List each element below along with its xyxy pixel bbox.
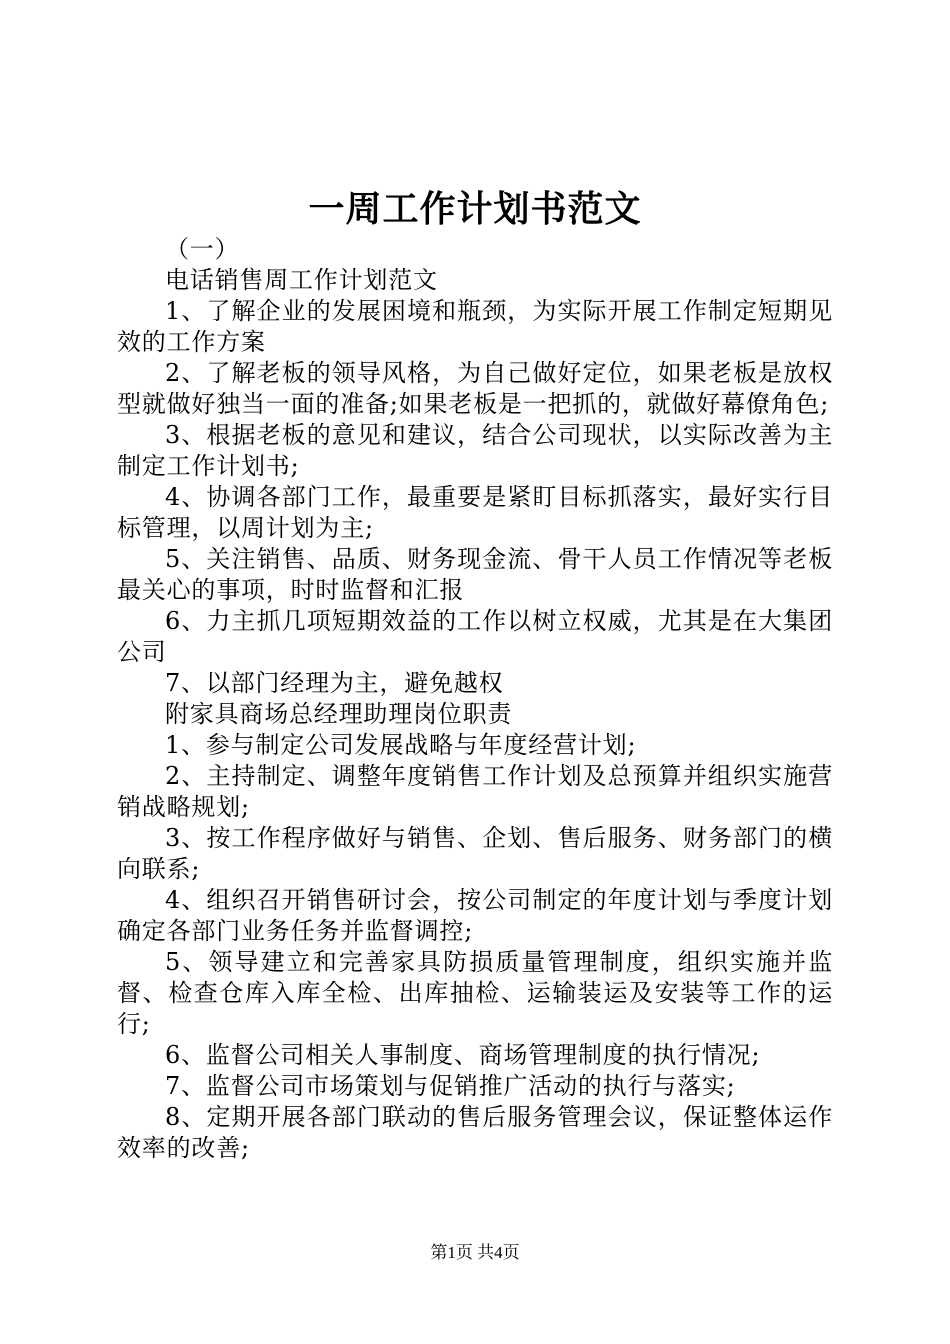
paragraph: 7、以部门经理为主，避免越权: [165, 669, 504, 697]
document-body: [117, 234, 833, 1164]
document-title: 一周工作计划书范文: [308, 188, 642, 230]
paragraph: 电话销售周工作计划范文: [165, 266, 438, 294]
paragraph: 7、监督公司市场策划与促销推广活动的执行与落实;: [165, 1072, 736, 1100]
paragraph: 附家具商场总经理助理岗位职责: [165, 700, 513, 728]
paragraph: 3、根据老板的意见和建议，结合公司现状，以实际改善为主制定工作计划书;: [117, 421, 833, 480]
paragraph: 1、了解企业的发展困境和瓶颈，为实际开展工作制定短期见效的工作方案: [117, 297, 833, 356]
page-number-footer: 第1页 共4页: [430, 1243, 520, 1262]
paragraph: 3、按工作程序做好与销售、企划、售后服务、财务部门的横向联系;: [117, 824, 833, 883]
paragraph: 5、关注销售、品质、财务现金流、骨干人员工作情况等老板最关心的事项，时时监督和汇报: [117, 545, 833, 604]
paragraph: 5、领导建立和完善家具防损质量管理制度，组织实施并监督、检查仓库入库全检、出库抽检、运输装运及安装等工作的运行;: [117, 948, 833, 1038]
paragraph: 1、参与制定公司发展战略与年度经营计划;: [165, 731, 637, 759]
paragraph: 6、监督公司相关人事制度、商场管理制度的执行情况;: [165, 1041, 761, 1069]
paragraph: 8、定期开展各部门联动的售后服务管理会议，保证整体运作效率的改善;: [117, 1103, 833, 1162]
paragraph: （一）: [165, 235, 240, 263]
paragraph: 4、组织召开销售研讨会，按公司制定的年度计划与季度计划确定各部门业务任务并监督调控;: [117, 886, 833, 945]
paragraph: 2、了解老板的领导风格，为自己做好定位，如果老板是放权型就做好独当一面的准备;如果老板是一把抓的，就做好幕僚角色;: [117, 359, 833, 418]
paragraph: 4、协调各部门工作，最重要是紧盯目标抓落实，最好实行目标管理，以周计划为主;: [117, 483, 833, 542]
paragraph: 6、力主抓几项短期效益的工作以树立权威，尤其是在大集团公司: [117, 607, 833, 666]
paragraph: 2、主持制定、调整年度销售工作计划及总预算并组织实施营销战略规划;: [117, 762, 833, 821]
